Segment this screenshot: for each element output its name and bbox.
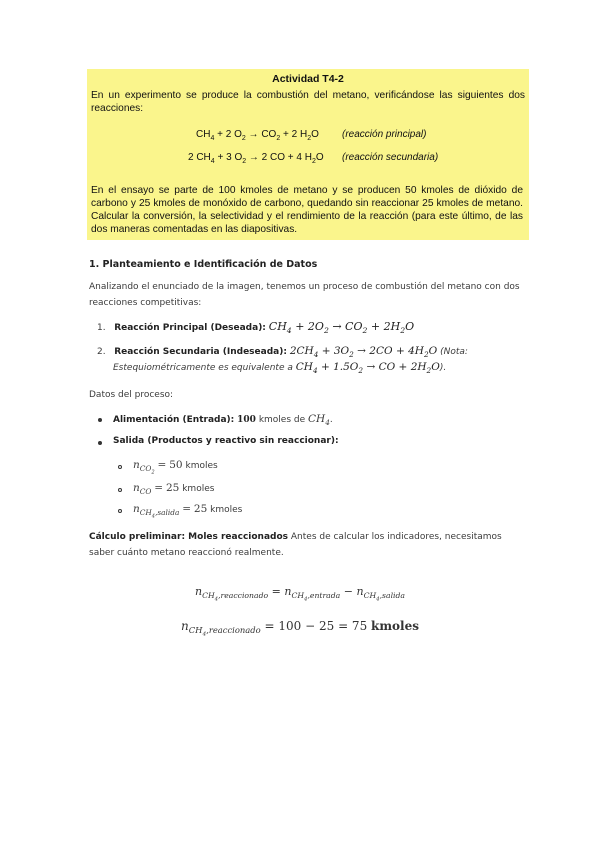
feed-item: Alimentación (Entrada): 100 kmoles de $CH_4$. bbox=[113, 413, 333, 428]
feed-label: Alimentación (Entrada): bbox=[113, 415, 235, 425]
item-2-label: Reacción Secundaria (Indeseada): bbox=[114, 347, 287, 357]
reaction-item-1 bbox=[97, 320, 414, 335]
outlet-ch4: $n_{CH_4,salida} = 25$ kmoles bbox=[133, 503, 243, 520]
feed-unit: kmoles de bbox=[258, 415, 306, 425]
equation-values: 100 − 25 = 75 bbox=[278, 619, 368, 633]
outlet-co-value: 25 bbox=[165, 482, 180, 494]
feed-species: $CH_4$ bbox=[308, 413, 330, 428]
reaction-secondary-equation: 2 $CH_4 + 3$ $O_2 \to 2$ CO + 4 $H_2O$ bbox=[188, 152, 324, 165]
outlet-ch4-value: 25 bbox=[193, 503, 208, 515]
equation-definition: $n_{CH_4,reaccionado} = n_{CH_4,entrada} - n_{CH_4,salida}$ bbox=[194, 585, 405, 603]
prelim-label: Cálculo preliminar: Moles reaccionados bbox=[89, 532, 289, 542]
outlet-ch4-unit: kmoles bbox=[210, 505, 243, 515]
circle-bullet-icon bbox=[118, 465, 122, 469]
outlet-co2-value: 50 bbox=[169, 459, 183, 471]
intro-line-1: Analizando el enunciado de la imagen, tenemos un proceso de combustión del metano con dos bbox=[89, 282, 520, 292]
reaction-main-equation: $CH_4 + 2$ $O_2 \to CO_2 + 2$ $H_2O$ bbox=[196, 129, 319, 142]
prelim-line-1 bbox=[89, 532, 502, 542]
item-2-note-open: (Nota: bbox=[440, 347, 468, 357]
outlet-co2: $n_{CO_2} = 50$ kmoles bbox=[133, 459, 218, 476]
intro-line-2: reacciones competitivas: bbox=[89, 298, 202, 308]
activity-title: Actividad T4-2 bbox=[272, 73, 344, 85]
reaction-secondary-label: (reacción secundaria) bbox=[342, 152, 439, 163]
item-1-number: 1. bbox=[97, 323, 106, 333]
reaction-item-2 bbox=[97, 345, 468, 359]
activity-statement: En el ensayo se parte de 100 kmoles de metano y se producen 50 kmoles de dióxido de carbono y 25 kmoles de monóxido de carbono, quedando sin reaccionar 25 kmoles de metano. Calcular la conversión, la selectividad y el rendimiento de la reacción (para este último, de las dos maneras comentadas en las diapositivas. bbox=[91, 185, 523, 235]
bullet-icon bbox=[98, 418, 102, 422]
circle-bullet-icon bbox=[118, 509, 122, 513]
item-2-note-text: Estequiométricamente es equivalente a bbox=[113, 363, 293, 373]
equation-unit: kmoles bbox=[371, 619, 419, 633]
activity-intro: En un experimento se produce la combustión del metano, verificándose las siguientes dos reacciones: bbox=[91, 90, 525, 114]
item-2-note: Estequiométricamente es equivalente a $CH_4 + 1.5O_2$ → CO + $2H_2O$). bbox=[113, 361, 447, 376]
outlet-co2-unit: kmoles bbox=[185, 461, 218, 471]
item-1-label: Reacción Principal (Deseada): bbox=[114, 323, 266, 333]
bullet-icon bbox=[98, 441, 102, 445]
equation-result: $n_{CH_4,reaccionado} = 100 - 25 = 75$ kmoles bbox=[181, 619, 419, 639]
prelim-text-1: Antes de calcular los indicadores, necesitamos bbox=[290, 532, 502, 542]
item-2-equivalent-formula: $CH_4 + 1.5O_2$ → CO + $2H_2O$ bbox=[295, 361, 440, 376]
item-2-formula: $2CH_4 + 3O_2 \to 2CO + 4H_2O$ bbox=[289, 345, 438, 360]
reaction-main-label: (reacción principal) bbox=[342, 129, 427, 140]
outlet-co-unit: kmoles bbox=[182, 484, 215, 494]
section-heading: 1. Planteamiento e Identificación de Datos bbox=[89, 259, 318, 270]
prelim-text-2: saber cuánto metano reaccionó realmente. bbox=[89, 548, 284, 558]
outlet-label: Salida (Productos y reactivo sin reaccionar): bbox=[113, 436, 339, 446]
activity-box bbox=[87, 69, 529, 240]
outlet-co: $n_{CO} = 25$ kmoles bbox=[133, 482, 215, 497]
feed-value: 100 bbox=[237, 415, 256, 425]
item-2-number: 2. bbox=[97, 347, 106, 357]
item-1-formula: $CH_4 + 2O_2 \to CO_2 + 2H_2O$ bbox=[268, 320, 415, 336]
circle-bullet-icon bbox=[118, 488, 122, 492]
process-data-title: Datos del proceso: bbox=[89, 390, 174, 400]
